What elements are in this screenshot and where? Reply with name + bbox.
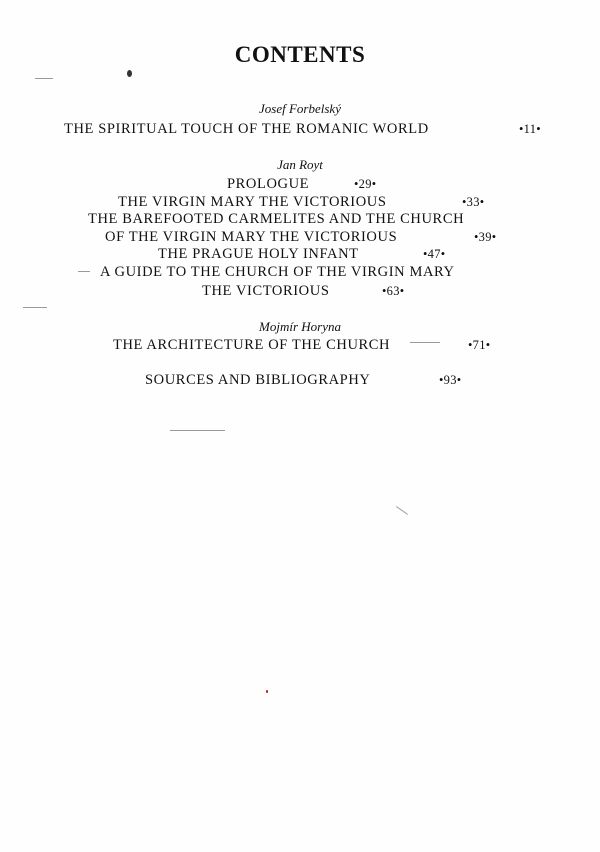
toc-entry-title-line1: A GUIDE TO THE CHURCH OF THE VIRGIN MARY bbox=[100, 264, 455, 280]
toc-entry-title: THE SPIRITUAL TOUCH OF THE ROMANIC WORLD bbox=[64, 121, 429, 137]
scan-speck bbox=[170, 430, 225, 431]
toc-entry-page: •47• bbox=[423, 247, 446, 261]
author-name: Josef Forbelský bbox=[259, 101, 341, 116]
toc-entry-page: •11• bbox=[519, 122, 541, 136]
toc-entry-page: •63• bbox=[382, 284, 405, 298]
toc-entry-page: •33• bbox=[462, 195, 485, 209]
scan-speck bbox=[396, 506, 408, 515]
toc-entry-page: •93• bbox=[439, 373, 462, 387]
scan-speck bbox=[35, 78, 53, 79]
scan-speck bbox=[23, 307, 47, 308]
scan-speck bbox=[266, 690, 268, 693]
toc-entry-title: SOURCES AND BIBLIOGRAPHY bbox=[145, 372, 371, 388]
toc-entry-page: •71• bbox=[468, 338, 491, 352]
toc-entry-title-line2: THE VICTORIOUS bbox=[202, 283, 330, 299]
author-name: Jan Royt bbox=[277, 157, 323, 172]
toc-entry-title-line1: THE BAREFOOTED CARMELITES AND THE CHURCH bbox=[88, 211, 465, 227]
scan-speck bbox=[410, 342, 440, 343]
author-name: Mojmír Horyna bbox=[259, 319, 341, 334]
toc-entry-title-line2: OF THE VIRGIN MARY THE VICTORIOUS bbox=[105, 229, 398, 245]
page-title: CONTENTS bbox=[234, 42, 366, 67]
toc-entry-title: THE VIRGIN MARY THE VICTORIOUS bbox=[118, 194, 387, 210]
scan-speck bbox=[127, 70, 132, 77]
toc-entry-page: •39• bbox=[474, 230, 497, 244]
toc-entry-page: •29• bbox=[354, 177, 377, 191]
toc-entry-title: THE ARCHITECTURE OF THE CHURCH bbox=[113, 337, 391, 353]
toc-entry-title: THE PRAGUE HOLY INFANT bbox=[158, 246, 359, 262]
scan-speck bbox=[78, 271, 90, 272]
toc-entry-title: PROLOGUE bbox=[227, 176, 310, 192]
